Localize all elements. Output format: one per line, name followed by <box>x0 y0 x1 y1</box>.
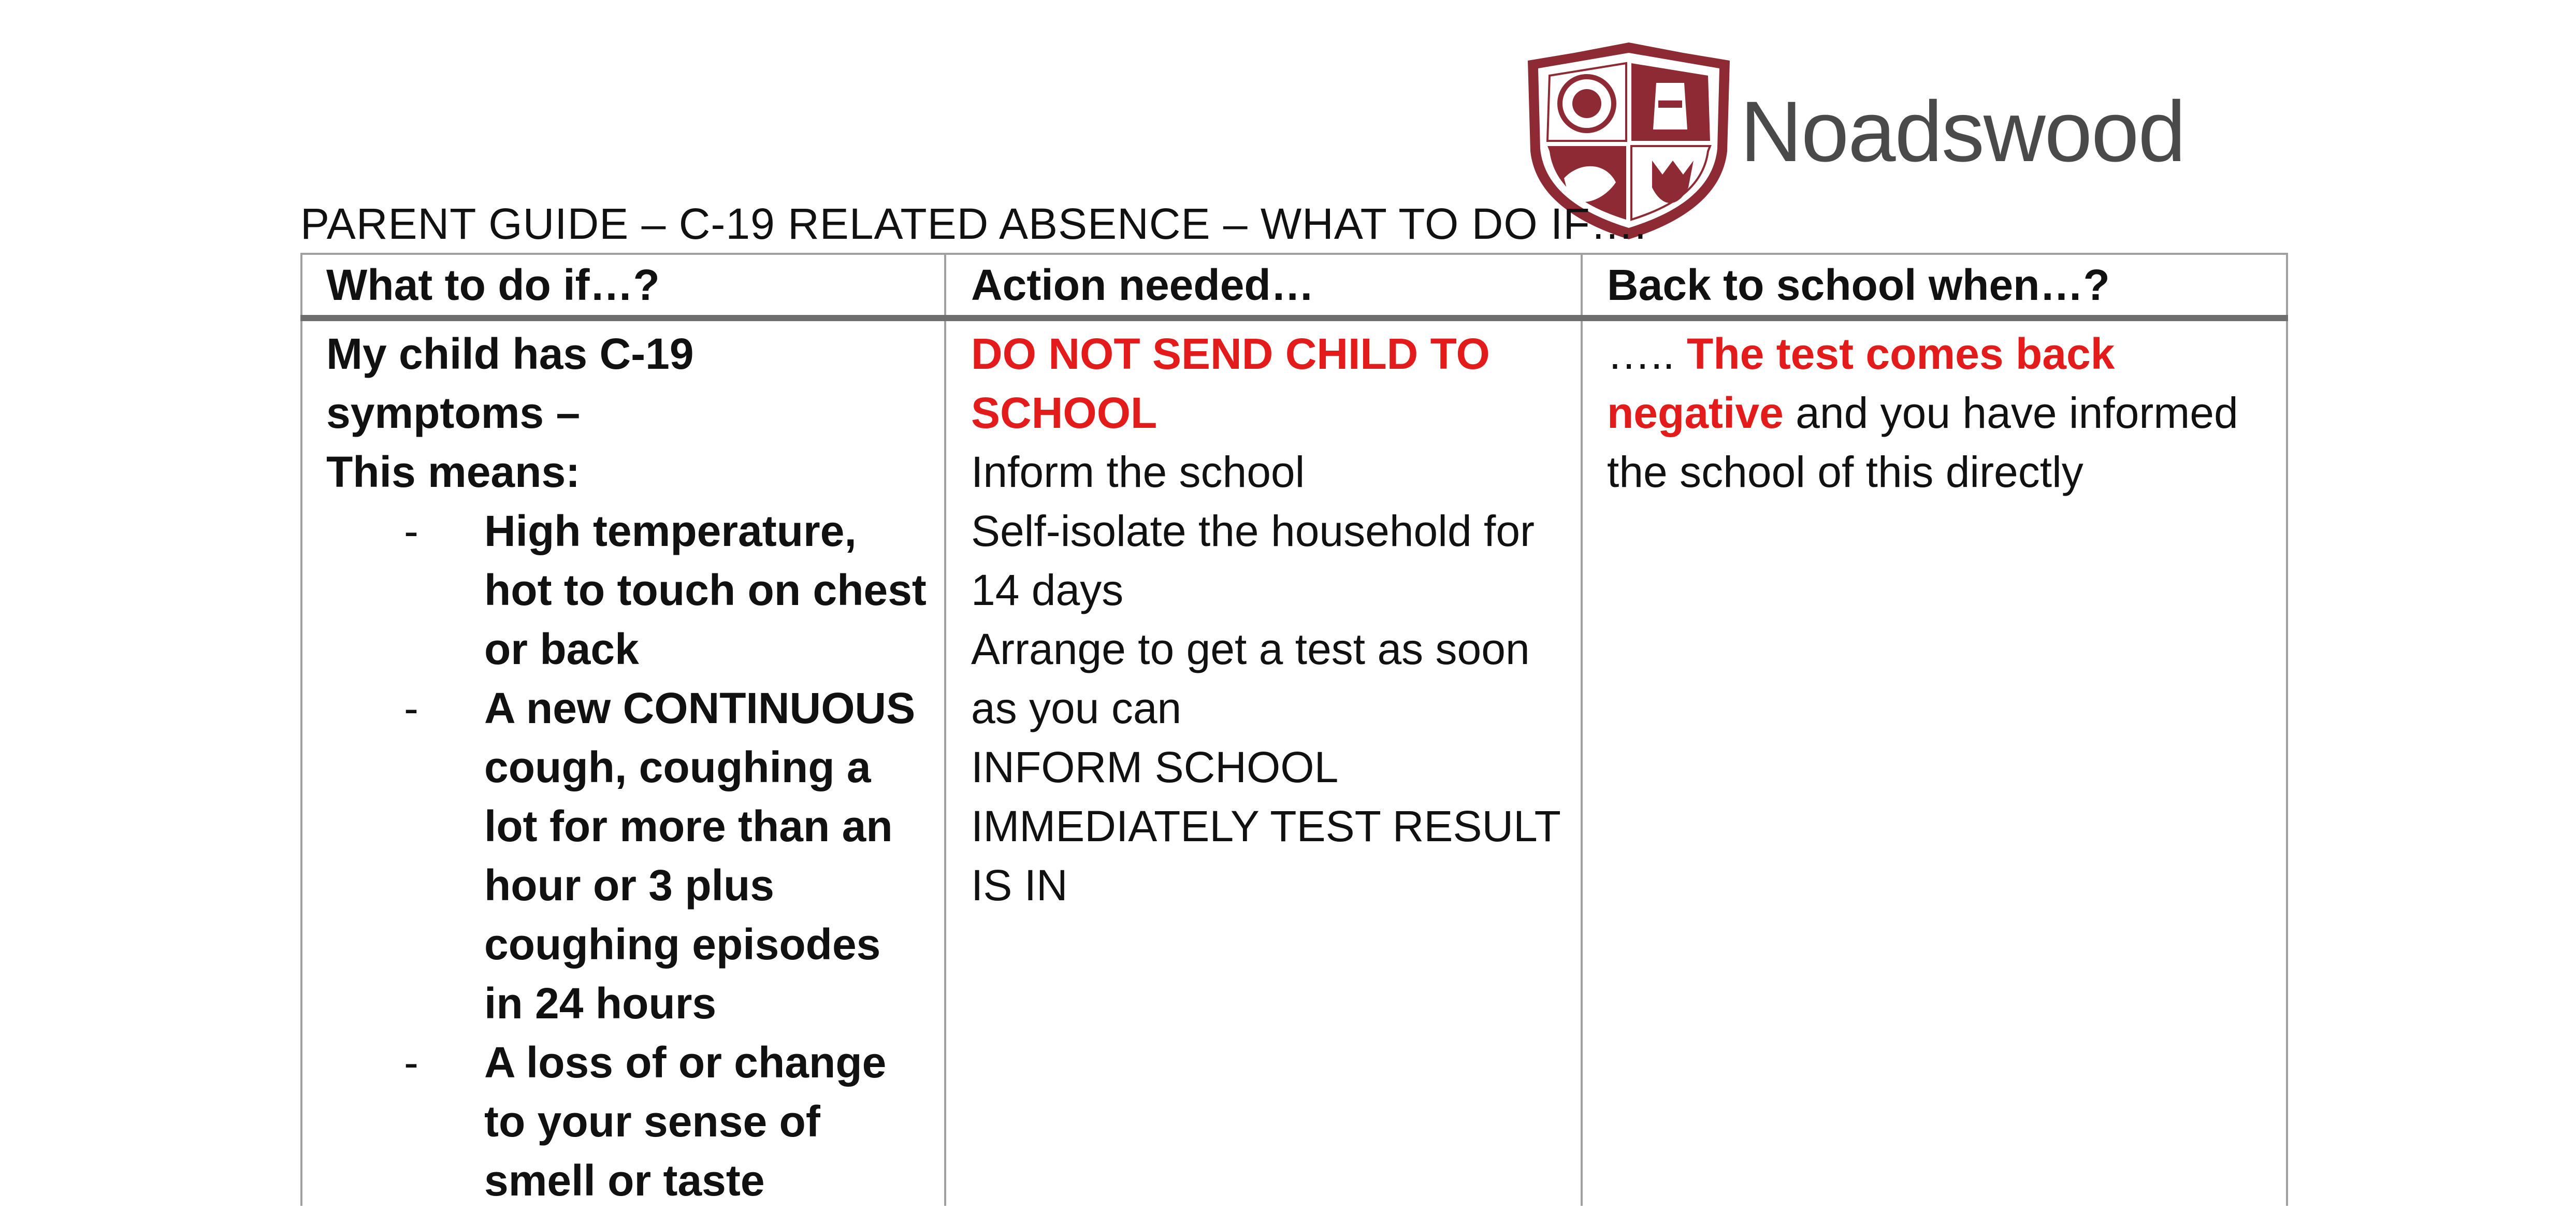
header-action-needed: Action needed… <box>971 261 1314 309</box>
header-what-to-do: What to do if…? <box>326 261 660 309</box>
logo-wordmark: Noadswood <box>1740 84 2185 180</box>
return-prefix: ….. <box>1607 329 1675 378</box>
action-line: INFORM SCHOOL IMMEDIATELY TEST RESULT IS IN <box>971 743 1560 910</box>
list-item: - A loss of or change to your sense of smell or taste <box>404 1038 887 1205</box>
header-back-to-school: Back to school when…? <box>1607 261 2110 309</box>
symptoms-means-label: This means: <box>326 448 581 496</box>
return-highlight: The test comes back negative <box>1607 329 2115 437</box>
list-item: - High temperature, hot to touch on chest or back <box>404 507 927 673</box>
symptoms-list <box>326 501 927 1210</box>
action-line: Inform the school <box>971 448 1305 496</box>
cell-action <box>971 324 1572 915</box>
page-title: PARENT GUIDE – C-19 RELATED ABSENCE – WHAT TO DO IF…. <box>300 199 1647 248</box>
cell-symptoms <box>326 324 927 1210</box>
action-line: Arrange to get a test as soon as you can <box>971 625 1530 732</box>
column-divider <box>944 253 946 1206</box>
return-condition: and you have informed the school of this directly <box>1607 388 2238 496</box>
list-item: - A new CONTINUOUS cough, coughing a lot for more than an hour or 3 plus coughing episodes in 24 hours <box>404 684 916 1028</box>
cell-back-to-school <box>1607 324 2275 501</box>
column-divider <box>1581 253 1583 1206</box>
do-not-send-warning: DO NOT SEND CHILD TO SCHOOL <box>971 329 1490 437</box>
header-rule <box>300 315 2288 321</box>
action-line: Self-isolate the household for 14 days <box>971 507 1535 614</box>
symptoms-heading: My child has C-19 symptoms – <box>326 329 694 437</box>
